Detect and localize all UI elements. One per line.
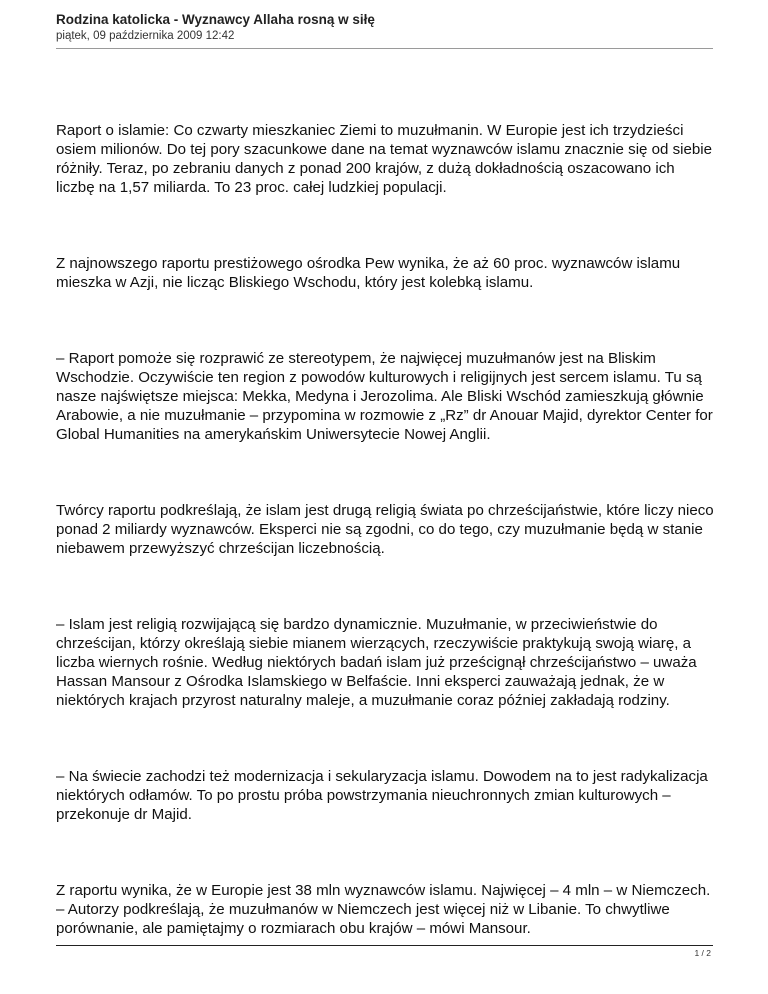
paragraph-2: Z najnowszego raportu prestiżowego ośrodka Pew wynika, że aż 60 proc. wyznawców islamu mieszka w Azji, nie licząc Bliskiego Wschodu, który jest kolebką islamu. [56, 255, 681, 291]
paragraph-6: – Na świecie zachodzi też modernizacja i sekularyzacja islamu. Dowodem na to jest radykalizacja niektórych odłamów. To po prostu próba powstrzymania nieuchronnych zmian kulturowych – przekonuje dr Majid. [56, 768, 708, 823]
paragraph-7: Z raportu wynika, że w Europie jest 38 mln wyznawców islamu. Najwięcej – 4 mln – w Niemczech. – Autorzy podkreślają, że muzułmanów w Niemczech jest więcej niż w Libanie. To chwytliwe porównanie, ale pamiętajmy o rozmiarach obu krajów – mówi Mansour. [56, 882, 711, 937]
page-title: Rodzina katolicka - Wyznawcy Allaha rosną w siłę [56, 12, 375, 27]
paragraph-1: Raport o islamie: Co czwarty mieszkaniec Ziemi to muzułmanin. W Europie jest ich trzydzieści osiem milionów. Do tej pory szacunkowe dane na temat wyznawców islamu znacznie się od siebie różniły. Teraz, po zebraniu danych z ponad 200 krajów, z dużą dokładnością oszacowano ich liczbę na 1,57 miliarda. To 23 proc. całej ludzkiej populacji. [56, 122, 713, 196]
publish-date: piątek, 09 października 2009 12:42 [56, 30, 235, 42]
page-number: 1 / 2 [694, 948, 711, 958]
document-header [56, 12, 712, 43]
header-divider [56, 48, 713, 49]
article-body [56, 121, 716, 938]
paragraph-3: – Raport pomoże się rozprawić ze stereotypem, że najwięcej muzułmanów jest na Bliskim Wschodzie. Oczywiście ten region z powodów kulturowych i religijnych jest sercem islamu. Tu są nasze najświętsze miejsca: Mekka, Medyna i Jerozolima. Ale Bliski Wschód zamieszkują głównie Arabowie, a nie muzułmanie – przypomina w rozmowie z „Rz” dr Anouar Majid, dyrektor Center for Global Humanities na amerykańskim Uniwersytecie Nowej Anglii. [56, 350, 713, 443]
paragraph-5: – Islam jest religią rozwijającą się bardzo dynamicznie. Muzułmanie, w przeciwieństwie do chrześcijan, którzy określają siebie mianem wierzących, rzeczywiście praktykują swoją wiarę, a liczba wiernych rośnie. Według niektórych badań islam już prześcignął chrześcijaństwo – uważa Hassan Mansour z Ośrodka Islamskiego w Belfaście. Inni eksperci zauważają jednak, że w niektórych krajach przyrost naturalny maleje, a muzułmanie coraz później zakładają rodziny. [56, 616, 697, 709]
footer-divider [56, 945, 713, 946]
paragraph-4: Twórcy raportu podkreślają, że islam jest drugą religią świata po chrześcijaństwie, które liczy nieco ponad 2 miliardy wyznawców. Eksperci nie są zgodni, co do tego, czy muzułmanie będą w stanie niebawem przewyższyć chrześcijan liczebnością. [56, 502, 714, 557]
